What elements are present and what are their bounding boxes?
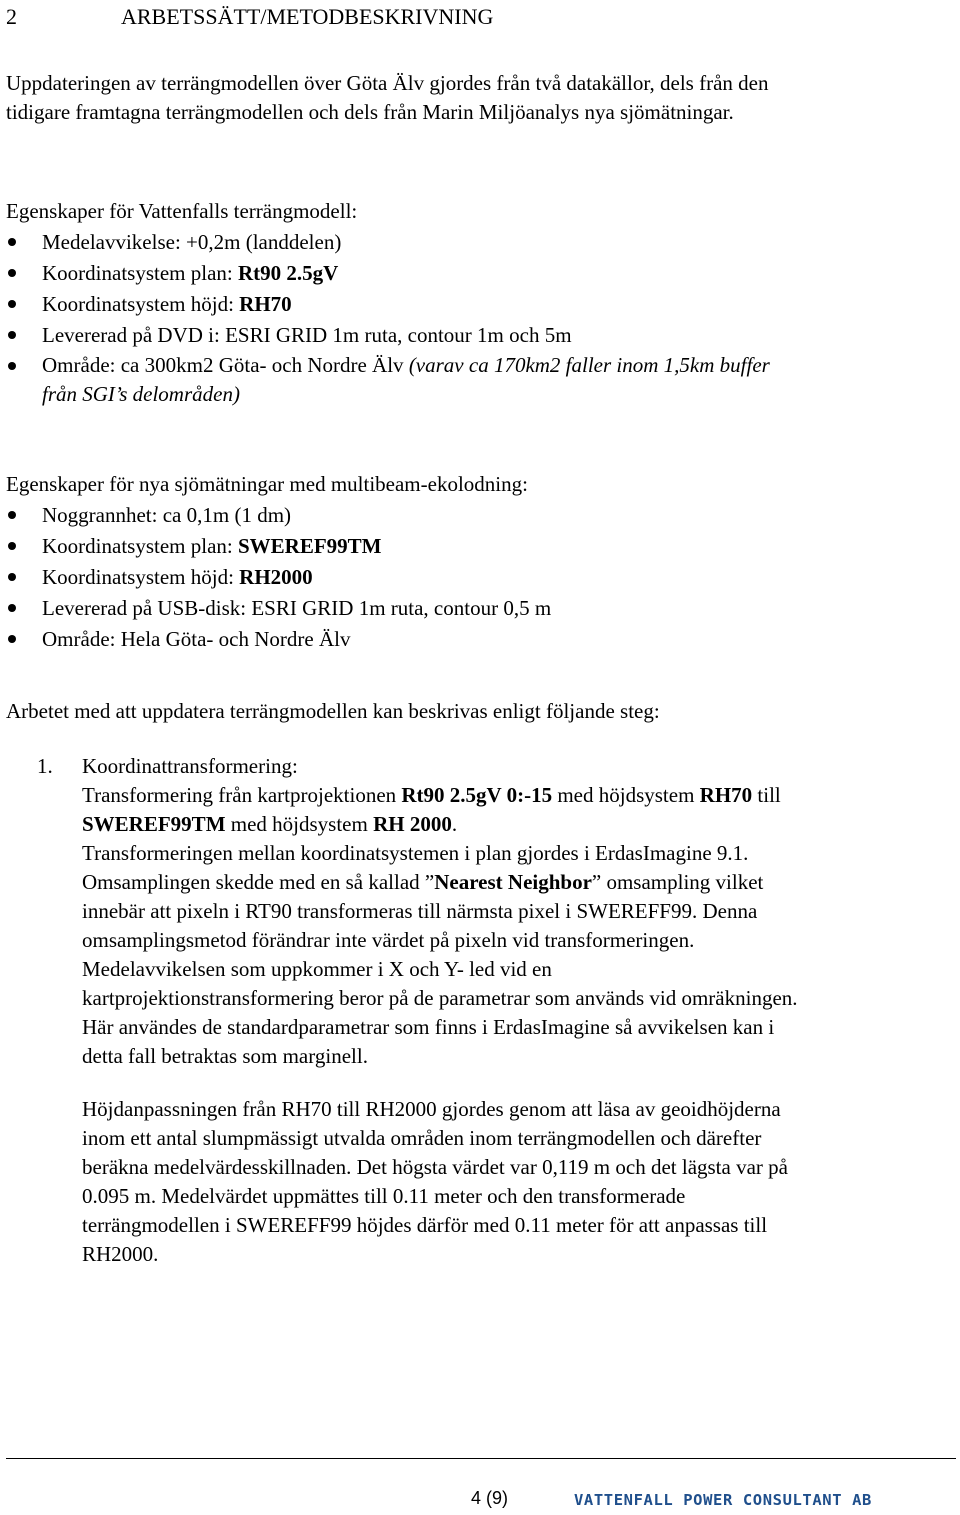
intro-paragraph — [6, 69, 946, 127]
list-item — [6, 531, 946, 562]
step-line: Transformering från kartprojektionen Rt90 2.5gV 0:-15 med höjdsystem RH70 till — [82, 783, 781, 807]
step-line: inom ett antal slumpmässigt utvalda områden inom terrängmodellen och därefter — [82, 1126, 762, 1150]
bullet-icon — [8, 300, 16, 308]
bullet-icon — [8, 604, 16, 612]
list-item-text: Medelavvikelse: +0,2m (landdelen) — [42, 230, 342, 254]
list-item-text: Område: Hela Göta- och Nordre Älv — [42, 627, 351, 651]
step-line: Medelavvikelsen som uppkommer i X och Y- led vid en — [82, 957, 552, 981]
list-item-text: Koordinatsystem höjd: — [42, 565, 240, 589]
vattenfall-properties — [6, 196, 946, 409]
list-item-note-continued: från SGI’s delområden) — [42, 382, 240, 406]
bullet-icon — [8, 511, 16, 519]
section-number: 2 — [6, 4, 17, 29]
section-heading — [6, 2, 493, 32]
step-number: 1. — [37, 754, 53, 778]
vattenfall-properties-title: Egenskaper för Vattenfalls terrängmodell: — [6, 199, 358, 223]
step-line: innebär att pixeln i RT90 transformeras till närmsta pixel i SWEREFF99. Denna — [82, 899, 758, 923]
list-item — [6, 500, 946, 531]
bullet-icon — [8, 331, 16, 339]
list-item — [6, 258, 946, 289]
list-item — [6, 227, 946, 258]
step-line: Transformeringen mellan koordinatsystemen i plan gjordes i ErdasImagine 9.1. — [82, 841, 749, 865]
step-line: Här användes de standardparametrar som finns i ErdasImagine så avvikelsen kan i — [82, 1015, 775, 1039]
list-item-value: SWEREF99TM — [237, 534, 382, 558]
list-item-text: Område: ca 300km2 Göta- och Nordre Älv — [42, 353, 409, 377]
list-item-text: Koordinatsystem plan: — [42, 261, 238, 285]
step-line: beräkna medelvärdesskillnaden. Det högsta värdet var 0,119 m och det lägsta var på — [82, 1155, 788, 1179]
survey-properties-title: Egenskaper för nya sjömätningar med multibeam-ekolodning: — [6, 472, 528, 496]
bullet-icon — [8, 269, 16, 277]
list-item-text: Koordinatsystem plan: — [42, 534, 238, 558]
list-item-text: Noggrannhet: ca 0,1m (1 dm) — [42, 503, 292, 527]
step-line: omsamplingsmetod förändrar inte värdet på pixeln vid transformeringen. — [82, 928, 695, 952]
intro-line-2: tidigare framtagna terrängmodellen och dels från Marin Miljöanalys nya sjömätningar. — [6, 100, 734, 124]
list-item-note: (varav ca 170km2 faller inom 1,5km buffer — [408, 353, 770, 377]
page-number: 4 (9) — [471, 1488, 509, 1508]
step-line: 0.095 m. Medelvärdet uppmättes till 0.11 meter och den transformerade — [82, 1184, 686, 1208]
step-line: detta fall betraktas som marginell. — [82, 1044, 368, 1068]
list-item — [6, 624, 946, 655]
list-item — [6, 320, 946, 351]
bullet-icon — [8, 542, 16, 550]
step-body — [82, 752, 947, 1269]
list-item-value: RH70 — [239, 292, 292, 316]
bullet-icon — [8, 238, 16, 246]
steps-intro: Arbetet med att uppdatera terrängmodellen kan beskrivas enligt följande steg: — [6, 699, 660, 723]
list-item-text: Levererad på USB-disk: ESRI GRID 1m ruta, contour 0,5 m — [42, 596, 552, 620]
step-line: Höjdanpassningen från RH70 till RH2000 gjordes genom att läsa av geoidhöjderna — [82, 1097, 781, 1121]
list-item-value: Rt90 2.5gV — [237, 261, 339, 285]
intro-line-1: Uppdateringen av terrängmodellen över Göta Älv gjordes från två datakällor, dels från den — [6, 71, 769, 95]
list-item-text: Levererad på DVD i: ESRI GRID 1m ruta, contour 1m och 5m — [42, 323, 572, 347]
section-title: ARBETSSÄTT/METODBESKRIVNING — [121, 4, 494, 29]
step-1 — [37, 752, 947, 1269]
vattenfall-bullet-list — [6, 227, 946, 409]
step-line: SWEREF99TM med höjdsystem RH 2000. — [82, 812, 458, 836]
company-logo-text: VATTENFALL POWER CONSULTANT AB — [574, 1491, 872, 1509]
survey-properties — [6, 469, 946, 655]
list-item-text: Koordinatsystem höjd: — [42, 292, 240, 316]
footer-divider — [6, 1458, 956, 1459]
list-item — [6, 562, 946, 593]
step-line: Omsamplingen skedde med en så kallad ”Nearest Neighbor” omsampling vilket — [82, 870, 764, 894]
list-item-value: RH2000 — [239, 565, 313, 589]
bullet-icon — [8, 573, 16, 581]
step-line: terrängmodellen i SWEREFF99 höjdes därför med 0.11 meter för att anpassas till — [82, 1213, 768, 1237]
step-line: RH2000. — [82, 1242, 159, 1266]
list-item — [6, 351, 946, 409]
list-item — [6, 593, 946, 624]
paragraph-gap — [82, 1071, 947, 1095]
bullet-icon — [8, 635, 16, 643]
step-title: Koordinattransformering: — [82, 754, 298, 778]
bullet-icon — [8, 362, 16, 370]
list-item — [6, 289, 946, 320]
step-line: kartprojektionstransformering beror på de parametrar som används vid omräkningen. — [82, 986, 798, 1010]
survey-bullet-list — [6, 500, 946, 655]
